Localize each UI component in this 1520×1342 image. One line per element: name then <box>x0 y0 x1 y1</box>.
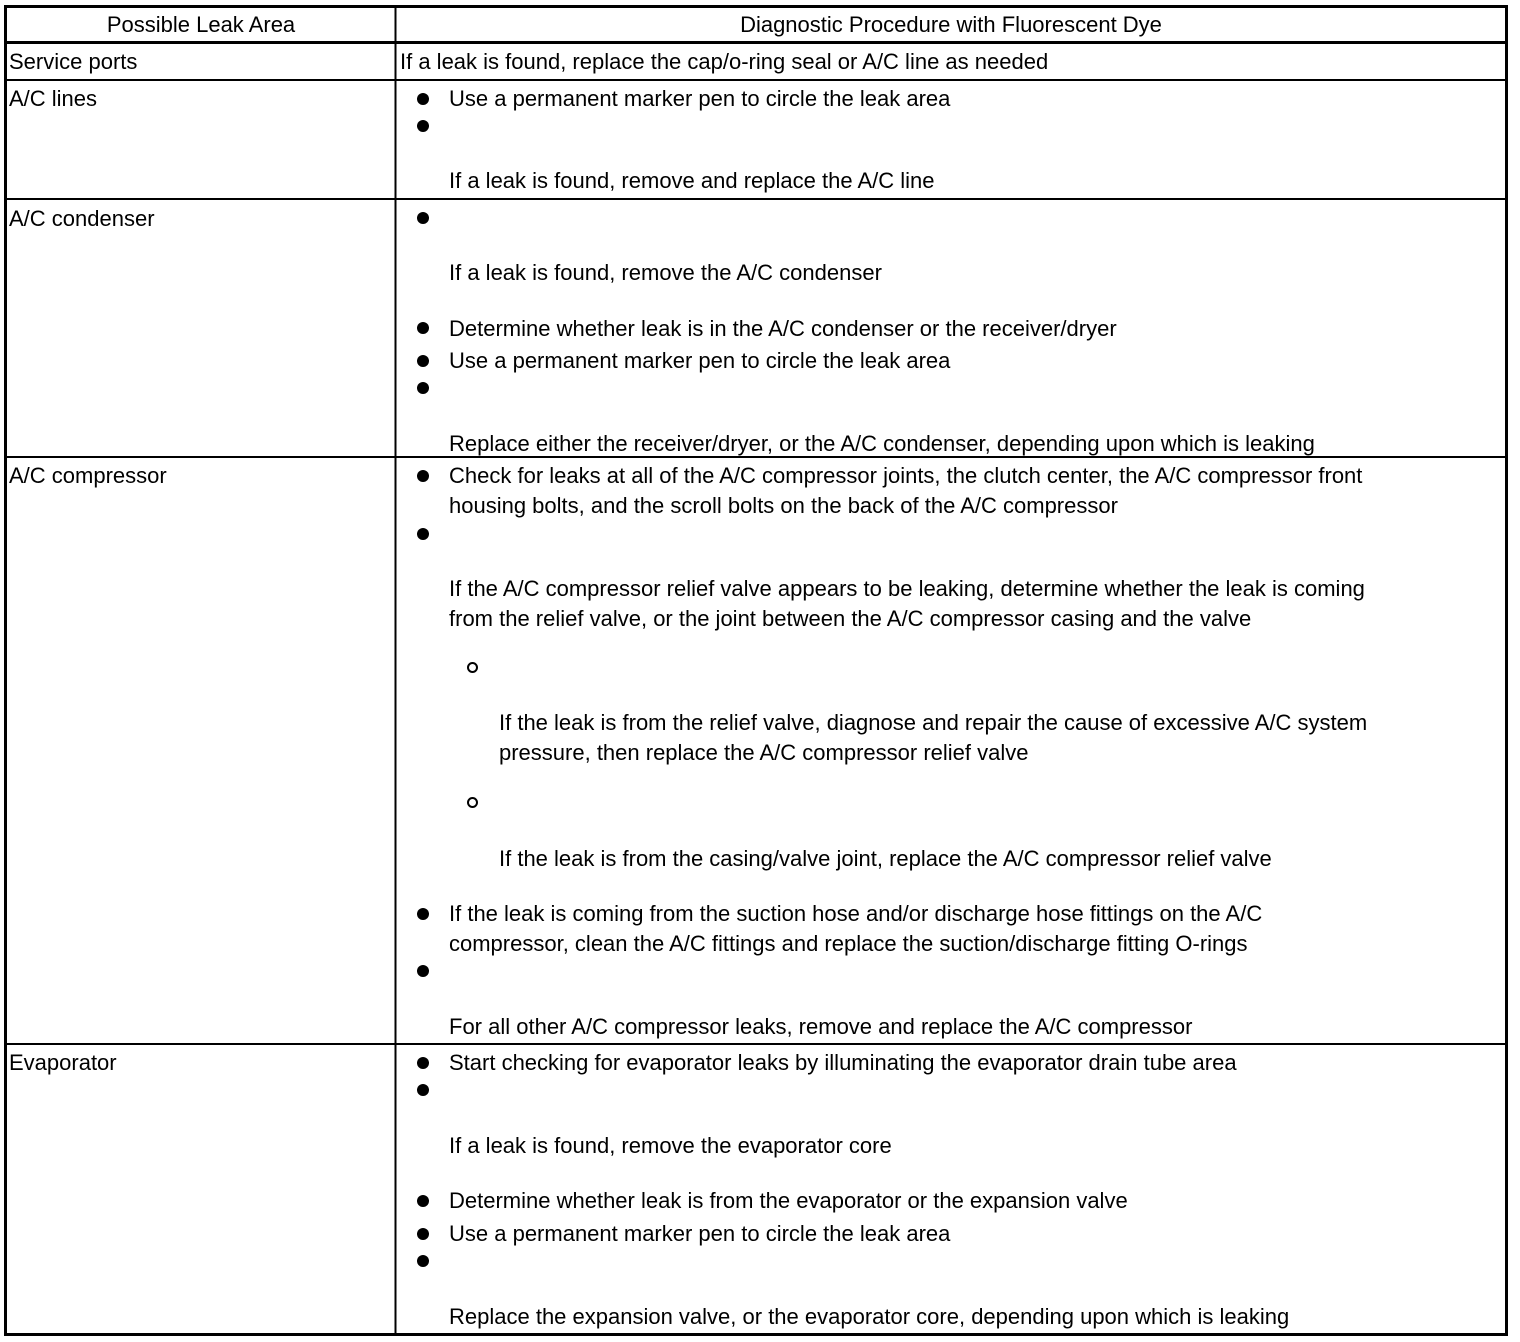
procedure-text: Replace either the receiver/dryer, or the A/C condenser, depending upon which is leaking <box>449 431 1315 456</box>
bullet-icon <box>417 1057 429 1069</box>
sub-bullet-icon <box>467 662 478 673</box>
procedure-text: If a leak is found, replace the cap/o-ring seal or A/C line as needed <box>400 49 1049 74</box>
procedure-text: If a leak is found, remove and replace the A/C line <box>449 168 935 193</box>
column-header-procedure: Diagnostic Procedure with Fluorescent Dye <box>740 12 1162 37</box>
procedure-text: Determine whether leak is from the evaporator or the expansion valve <box>449 1188 1128 1213</box>
bullet-icon <box>417 382 429 394</box>
bullet-icon <box>417 1255 429 1267</box>
bullet-icon <box>417 528 429 540</box>
procedure-text: Check for leaks at all of the A/C compressor joints, the clutch center, the A/C compressor front <box>449 463 1363 488</box>
bullet-icon <box>417 1228 429 1240</box>
bullet-icon <box>417 965 429 977</box>
bullet-icon <box>417 1195 429 1207</box>
leak-area-label: A/C lines <box>9 86 98 111</box>
procedure-text: If a leak is found, remove the evaporator core <box>449 1133 892 1158</box>
procedure-text: pressure, then replace the A/C compressor relief valve <box>499 740 1029 765</box>
bullet-icon <box>417 322 429 334</box>
bullet-icon <box>417 355 429 367</box>
leak-area-label: Evaporator <box>9 1050 117 1075</box>
procedure-text: If a leak is found, remove the A/C condenser <box>449 260 882 285</box>
procedure-text: For all other A/C compressor leaks, remove and replace the A/C compressor <box>449 1014 1193 1039</box>
column-header-leak-area: Possible Leak Area <box>106 12 296 37</box>
procedure-text: Replace the expansion valve, or the evaporator core, depending upon which is leaking <box>449 1304 1290 1329</box>
bullet-icon <box>417 212 429 224</box>
procedure-text: If the leak is coming from the suction hose and/or discharge hose fittings on the A/C <box>449 901 1263 926</box>
procedure-text: If the A/C compressor relief valve appears to be leaking, determine whether the leak is coming <box>449 576 1365 601</box>
bullet-icon <box>417 93 429 105</box>
procedure-text: If the leak is from the relief valve, diagnose and repair the cause of excessive A/C system <box>499 710 1368 735</box>
bullet-icon <box>417 470 429 482</box>
bullet-icon <box>417 1084 429 1096</box>
procedure-text: compressor, clean the A/C fittings and replace the suction/discharge fitting O-rings <box>449 931 1248 956</box>
procedure-text: Use a permanent marker pen to circle the leak area <box>449 86 951 111</box>
procedure-text: Use a permanent marker pen to circle the leak area <box>449 1221 951 1246</box>
leak-area-label: Service ports <box>9 49 138 74</box>
procedure-text: from the relief valve, or the joint between the A/C compressor casing and the valve <box>449 606 1252 631</box>
sub-bullet-icon <box>467 797 478 808</box>
procedure-text: If the leak is from the casing/valve joint, replace the A/C compressor relief valve <box>499 846 1272 871</box>
procedure-text: Determine whether leak is in the A/C condenser or the receiver/dryer <box>449 316 1117 341</box>
procedure-text: Use a permanent marker pen to circle the leak area <box>449 348 951 373</box>
procedure-text: Start checking for evaporator leaks by illuminating the evaporator drain tube area <box>449 1050 1237 1075</box>
bullet-icon <box>417 908 429 920</box>
leak-area-label: A/C condenser <box>9 206 155 231</box>
procedure-text: housing bolts, and the scroll bolts on the back of the A/C compressor <box>449 493 1118 518</box>
leak-area-label: A/C compressor <box>9 463 167 488</box>
bullet-icon <box>417 120 429 132</box>
